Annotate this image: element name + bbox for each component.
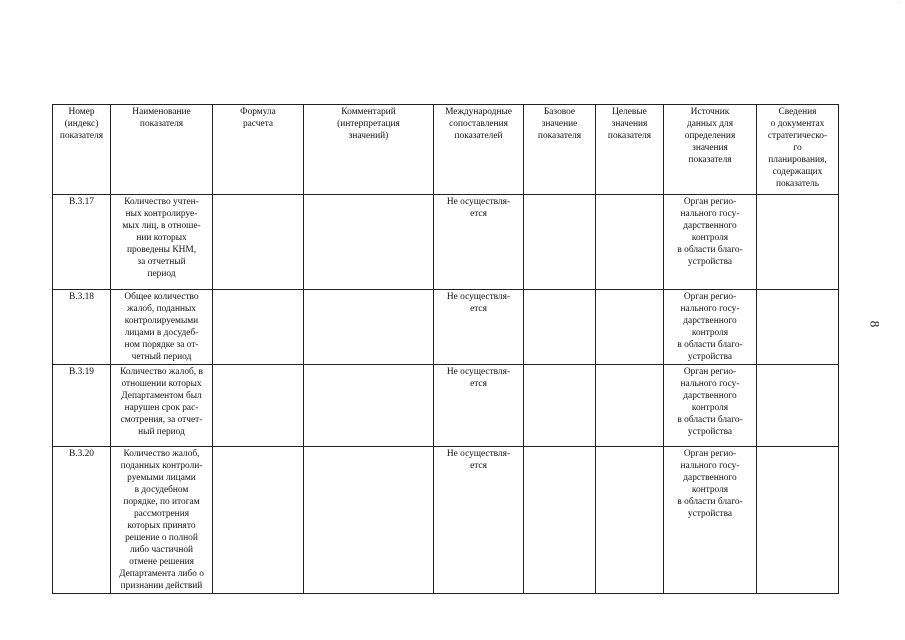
corner-mark: ·· <box>897 0 901 6</box>
header-cell-name: Наименование показателя <box>111 105 213 195</box>
cell-target <box>596 365 664 447</box>
cell-target <box>596 447 664 594</box>
cell-international: Не осуществля- ется <box>434 365 524 447</box>
cell-target <box>596 195 664 290</box>
table-row <box>53 447 839 594</box>
cell-source: Орган регио- нального госу- дарственного контроля в области благо- устройства <box>664 195 757 290</box>
header-cell-international: Международные сопоставления показателей <box>434 105 524 195</box>
cell-base <box>524 195 596 290</box>
cell-name: Количество учтен- ных контролируе- мых лиц, в отноше- нии которых проведены КНМ, за отчетный период <box>111 195 213 290</box>
cell-comment <box>304 195 434 290</box>
table-header-row <box>53 105 839 195</box>
header-cell-comment: Комментарий (интерпретация значений) <box>304 105 434 195</box>
cell-formula <box>213 290 304 365</box>
cell-name: Общее количество жалоб, поданных контролируемыми лицами в досудеб- ном порядке за от- четный период <box>111 290 213 365</box>
header-cell-base: Базовое значение показателя <box>524 105 596 195</box>
table-row <box>53 290 839 365</box>
cell-documents <box>757 290 839 365</box>
cell-base <box>524 365 596 447</box>
cell-international: Не осуществля- ется <box>434 447 524 594</box>
cell-comment <box>304 365 434 447</box>
cell-comment <box>304 447 434 594</box>
cell-international: Не осуществля- ется <box>434 290 524 365</box>
cell-name: Количество жалоб, поданных контроли- руемыми лицами в досудебном порядке, по итогам рассмотрения которых принято решение о полной либо частичной отмене решения Департамента либо о признании действий <box>111 447 213 594</box>
cell-code: В.3.17 <box>53 195 111 290</box>
cell-base <box>524 290 596 365</box>
cell-documents <box>757 195 839 290</box>
header-cell-formula: Формула расчета <box>213 105 304 195</box>
header-cell-documents: Сведения о документах стратегическо- го планирования, содержащих показатель <box>757 105 839 195</box>
header-cell-index: Номер (индекс) показателя <box>53 105 111 195</box>
cell-documents <box>757 365 839 447</box>
header-cell-target: Целевые значения показателя <box>596 105 664 195</box>
cell-code: В.3.20 <box>53 447 111 594</box>
cell-source: Орган регио- нального госу- дарственного контроля в области благо- устройства <box>664 447 757 594</box>
cell-source: Орган регио- нального госу- дарственного контроля в области благо- устройства <box>664 290 757 365</box>
cell-target <box>596 290 664 365</box>
cell-documents <box>757 447 839 594</box>
cell-code: В.3.19 <box>53 365 111 447</box>
indicators-table <box>52 104 839 594</box>
header-cell-source: Источник данных для определения значения показателя <box>664 105 757 195</box>
cell-code: В.3.18 <box>53 290 111 365</box>
cell-international: Не осуществля- ется <box>434 195 524 290</box>
cell-name: Количество жалоб, в отношении которых Департаментом был нарушен срок рас- смотрения, за отчет- ный период <box>111 365 213 447</box>
cell-formula <box>213 365 304 447</box>
cell-base <box>524 447 596 594</box>
page-number: 8 <box>867 320 883 328</box>
cell-comment <box>304 290 434 365</box>
cell-formula <box>213 447 304 594</box>
cell-formula <box>213 195 304 290</box>
table-row <box>53 195 839 290</box>
table-row <box>53 365 839 447</box>
cell-source: Орган регио- нального госу- дарственного контроля в области благо- устройства <box>664 365 757 447</box>
